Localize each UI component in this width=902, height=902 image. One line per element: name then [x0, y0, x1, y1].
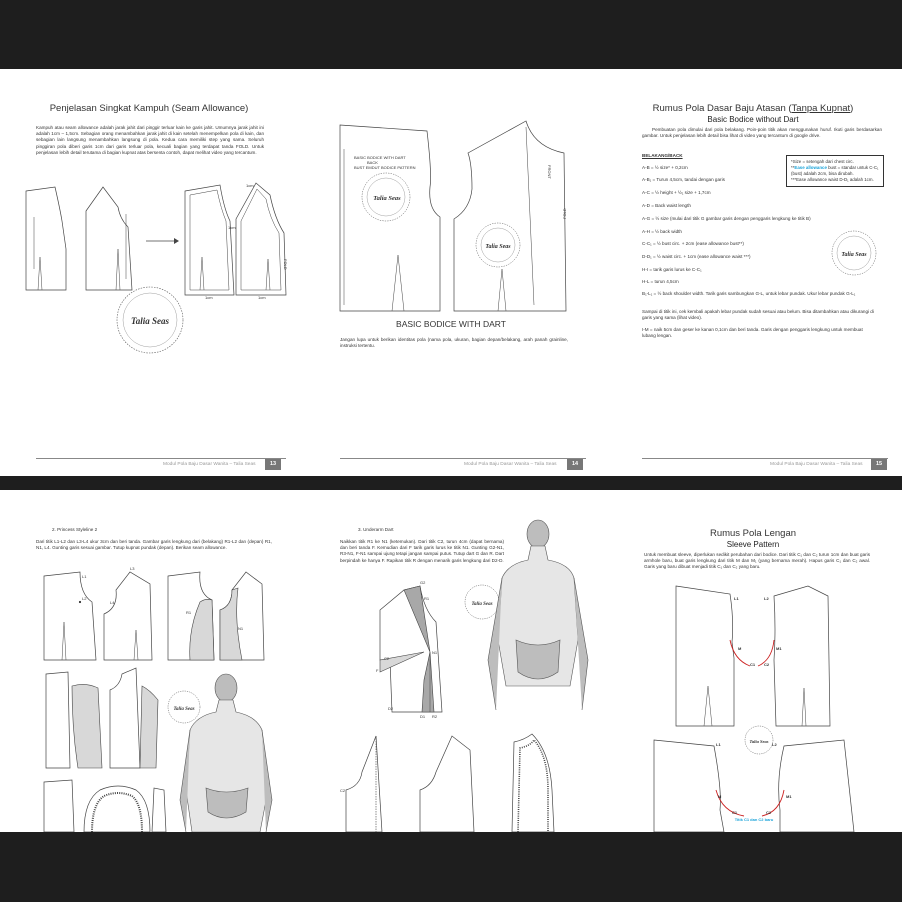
page-14 [302, 69, 600, 476]
stamp-svg [604, 69, 902, 476]
label-fold: FOLD [283, 259, 288, 270]
title-part: Rumus Pola Dasar Baju Atasan ( [652, 103, 792, 114]
stamp-text: Talia Seas [749, 739, 769, 744]
page-subtitle: Sleeve Pattern [726, 540, 780, 549]
talia-seas-stamp [465, 585, 499, 619]
formula-line: B₁-L₁ = ½ back shoulder width. Tarik garis sambungkan G-L, untuk lebar pundak. Ukur lebar pundak G-L₁ [642, 291, 856, 296]
stamp-text: Talia Seas [373, 195, 401, 202]
pattern-label: L1 [734, 596, 739, 601]
pattern-label: L1 [82, 574, 87, 579]
pattern-label: BACK [367, 160, 378, 165]
formula-line: C-C₁ = ½ bust circ. + 2cm (ease allowance bust**) [642, 241, 744, 246]
mannequin-illustration [488, 520, 588, 710]
footer-text: Modul Pola Baju Dasar Wanita – Talia Seas [770, 462, 863, 467]
middle-bar [0, 476, 902, 490]
label-1cm: 1cm [258, 295, 266, 300]
formula-line: D-D₁ = ½ waist circ. + 1cm (ease allowance waist ***) [642, 254, 751, 259]
talia-seas-stamp [362, 173, 410, 221]
pattern-label: BUST EMDUT BODICE PATTERN [354, 165, 416, 170]
page-sleeve-pattern [604, 490, 902, 832]
formula-line: A-D = Back waist length [642, 203, 691, 208]
top-bar [0, 0, 902, 69]
new-points-caption: Titik C1 dan C2 baru [734, 817, 774, 822]
pattern-label: BASIC BODICE WITH DART [354, 155, 406, 160]
pattern-label: C2 [764, 662, 770, 667]
section-heading: 3. Underarm Dart [358, 527, 394, 532]
pattern-label: FRONT [547, 165, 552, 179]
title-part: ) [850, 103, 854, 114]
page-underarm-dart [302, 490, 600, 832]
pattern-label: D1 [420, 714, 426, 719]
princess-styleline-diagram [0, 490, 298, 832]
note-line: **Ease allowance bust = standar untuk C-C₁ (bust) adalah 2cm, bisa dirubah. [791, 165, 879, 176]
page-intro: Pembuatan pola dimulai dari pola belakang. Poin-poin titik akan menggunakan huruf. Ikuti garis berdasarkan gambar. Untuk penjelasan lebih detail bisa lihat di video yang tercantum di google drive. [642, 127, 882, 139]
pattern-label: M1 [786, 794, 792, 799]
pattern-label: C2 [384, 656, 390, 661]
mannequin-illustration [180, 674, 272, 832]
footer-line [36, 458, 286, 459]
underarm-dart-diagram [302, 490, 600, 832]
pattern-label: R1 [424, 596, 430, 601]
page-body: Untuk membuat sleeve, diperlukan sedikit perubahan dari bodice. Dari titik C₁ dan C₂ turun 1cm dan buat garis armhole baru, buat garis lengkung dari titik M dan M₁ (yang bernama merah). Hapus garis C₁ dan C₂ awal. Garis yang baru dibuat menjadi titik C₁ dan C₂ yang baru. [644, 552, 870, 570]
footer-line [642, 458, 888, 459]
stamp-text: Talia Seas [471, 602, 493, 607]
pattern-label: L4 [110, 600, 115, 605]
formula-line: A-B = ½ size* + 0,2cm [642, 165, 688, 170]
page-13 [0, 69, 298, 476]
label-1cm: 1cm [246, 183, 254, 188]
pattern-label: M1 [776, 646, 782, 651]
formula-line: H-L = turun 4,5cm [642, 279, 679, 284]
pattern-label: N1 [432, 650, 438, 655]
page-number: 13 [265, 459, 281, 470]
page-number: 15 [871, 459, 887, 470]
formula-line: A-G = ½ size (mulai dari titik G gambar garis dengan penggaris lengkung ke titik B) [642, 216, 811, 221]
formula-line: H-I = tarik garis lurus ke C-C₁ [642, 267, 702, 272]
note-line: ***Ease allowance waist D-D₁ adalah 1cm. [791, 177, 874, 182]
bottom-bar [0, 832, 902, 902]
footer-text: Modul Pola Baju Dasar Wanita – Talia Seas [163, 462, 256, 467]
note-line: *Size = setengah dari chest circ. [791, 159, 854, 164]
pattern-label: L2 [772, 742, 777, 747]
pattern-label: L2 [82, 596, 87, 601]
formula-line: A-C = ½ height + ½₁ size + 1,7cm [642, 190, 711, 195]
page-title: BASIC BODICE WITH DART [396, 319, 506, 329]
section-heading: BELAKANG/BACK [642, 153, 683, 158]
formula-line: Sampai di titik ini, cek kembali apakah lebar pundak sudah sesuai atau belum. Bisa ditambahkan atau dikurangi di garis yang sama (lihat video). [642, 309, 874, 320]
label-1cm: 1cm [228, 225, 236, 230]
talia-seas-stamp [168, 691, 200, 723]
pattern-label: R1 [186, 610, 192, 615]
pattern-label: C1 [732, 810, 738, 815]
pattern-label: R2 [432, 714, 438, 719]
page-body: Dari titik L1-L2 dan L3-L4 ukur 3cm dan beri tanda. Gambar garis lengkung dari (belakang) R1-L2 dan (depan) R1, N1, L4. Gunting garis sesuai gambar. Tutup kupnat pundak (depan). Berikan seam allowance. [36, 539, 272, 551]
stamp-text: Talia Seas [131, 316, 169, 326]
stamp-text: Talia Seas [485, 244, 511, 250]
formula-line: I-M = naik 5cm dan geser ke kanan 0,1cm dan beri tanda. Garis dengan penggaris lengkung untuk membuat lubang lengan. [642, 327, 863, 338]
pattern-label: L3 [130, 566, 135, 571]
pattern-label: L1 [716, 742, 721, 747]
stamp-text: Talia Seas [173, 707, 195, 712]
pattern-label: L2 [764, 596, 769, 601]
page-body: Jangan lupa untuk berikan identitas pola (nama pola, ukuran, bagian depan/belakang, arah panah grainline, instruksi tertentu. [340, 337, 568, 349]
pattern-label: C1 [750, 662, 756, 667]
section-heading: 2. Princess Styleline 2 [52, 527, 98, 532]
stamp-text: Talia Seas [841, 252, 867, 258]
pattern-label: G2 [420, 580, 426, 585]
seam-allowance-diagram [0, 69, 298, 476]
formula-line: A-B₁ = Turun 4,5cm, tandai dengan garis [642, 177, 725, 182]
page-body: Naikkan titik R1 ke N1 (ketemukan). Dari titik C2, turun 4cm (dapat bernama) dan beri tanda F. Kemudian dari F tarik garis lurus ke titik N1. Gunting G2-N1, R3-N1, F-N1 sampai ujung tetapi jangan sampai putus. Tutup dart G dan R. Dart berpindah ke hanya F. Rapikan titik R dengan menarik garis lengkung dari D2-D. [340, 539, 504, 563]
pattern-label: C2 [766, 810, 772, 815]
pattern-label: D2 [388, 706, 394, 711]
formula-line: A-H = ½ back width [642, 229, 682, 234]
pattern-label: N1 [238, 626, 244, 631]
talia-seas-stamp [745, 726, 773, 754]
sleeve-pattern-diagram [604, 490, 902, 832]
page-princess-styleline [0, 490, 298, 832]
basic-bodice-diagram [302, 69, 600, 476]
pattern-label: M [718, 794, 722, 799]
page-title: Penjelasan Singkat Kampuh (Seam Allowance) [49, 103, 249, 114]
label-1cm: 1cm [205, 295, 213, 300]
note-highlight: Ease allowance [794, 165, 827, 170]
footer-text: Modul Pola Baju Dasar Wanita – Talia Seas [464, 462, 557, 467]
page-body: Kampuh atau seam allowance adalah jarak jahit dari pinggir terluar kain ke garis jahit. Umumnya jarak jahit ini adalah 1cm – 1,5cm. Sebagian orang menambahkan jarak jahit di kain setelah menempelkan pola di kain, dan sebagian lain langsung menambahkan langsung di pola. Kedua cara memiliki step yang sama. Seluruh pinggiran pola diberi garis 1cm dari garis terluar pola, kecuali bagian yang terdapat tanda FOLD. Untuk penjelasan lebih detail terutama di bagian kupnat atas bersenta contoh, dapat melihat video yang tercantum. [36, 125, 264, 155]
pattern-label: C2 [340, 788, 346, 793]
page-subtitle: Basic Bodice without Dart [707, 115, 799, 124]
talia-seas-stamp [476, 223, 520, 267]
page-title: Rumus Pola Lengan [709, 528, 797, 539]
page-15 [604, 69, 902, 476]
talia-seas-stamp [117, 287, 183, 353]
talia-seas-stamp [832, 231, 876, 275]
label-fold: FOLD [562, 208, 567, 219]
pattern-label: F [376, 668, 379, 673]
footer-line [340, 458, 586, 459]
page-number: 14 [567, 459, 583, 470]
title-underlined: Tanpa Kupnat [791, 103, 851, 114]
pattern-label: M [738, 646, 742, 651]
